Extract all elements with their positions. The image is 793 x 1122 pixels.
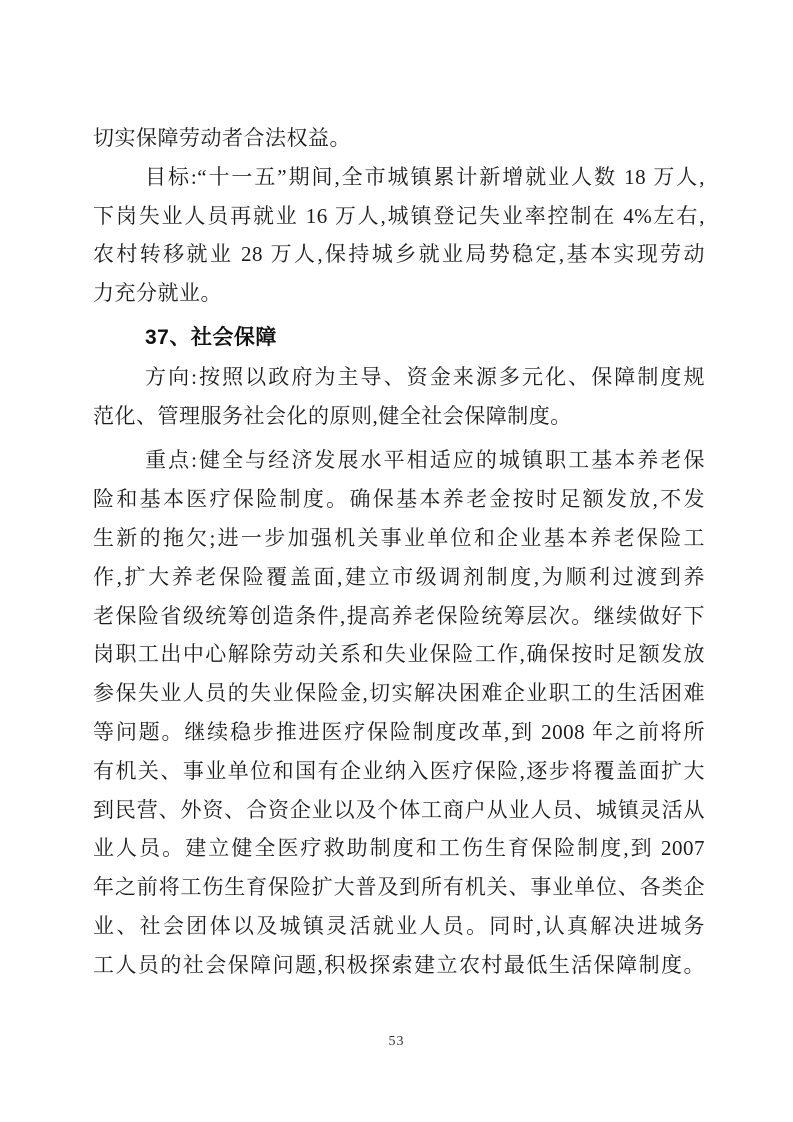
body-text-line: 险和基本医疗保险制度。确保基本养老金按时足额发放,不发 (93, 487, 705, 512)
body-text-line: 有机关、事业单位和国有企业纳入医疗保险,逐步将覆盖面扩大 (93, 758, 705, 783)
body-text-line: 范化、管理服务社会化的原则,健全社会保障制度。 (93, 403, 572, 428)
body-text-line: 重点:健全与经济发展水平相适应的城镇职工基本养老保 (145, 448, 705, 473)
body-text-line: 参保失业人员的失业保险金,切实解决困难企业职工的生活困难 (93, 681, 705, 706)
body-text-line: 等问题。继续稳步推进医疗保险制度改革,到 2008 年之前将所 (93, 719, 705, 744)
body-text-line: 年之前将工伤生育保险扩大普及到所有机关、事业单位、各类企 (93, 875, 705, 900)
body-text-line: 方向:按照以政府为主导、资金来源多元化、保障制度规 (145, 364, 705, 389)
body-text-line: 下岗失业人员再就业 16 万人,城镇登记失业率控制在 4%左右, (93, 203, 705, 228)
body-text-line: 到民营、外资、合资企业以及个体工商户从业人员、城镇灵活从 (93, 797, 705, 822)
body-text-line: 力充分就业。 (93, 281, 222, 306)
body-text-line: 作,扩大养老保险覆盖面,建立市级调剂制度,为顺利过渡到养 (93, 564, 705, 589)
body-text-line: 工人员的社会保障问题,积极探索建立农村最低生活保障制度。 (93, 952, 705, 977)
page-number: 53 (388, 1034, 405, 1049)
body-text-line: 农村转移就业 28 万人,保持城乡就业局势稳定,基本实现劳动 (93, 242, 705, 267)
body-text-line: 目标:“十一五”期间,全市城镇累计新增就业人数 18 万人, (145, 164, 705, 189)
body-text-line: 切实保障劳动者合法权益。 (93, 126, 351, 150)
body-text-line: 业人员。建立健全医疗救助制度和工伤生育保险制度,到 2007 (93, 836, 705, 861)
section-heading: 37、社会保障 (145, 325, 277, 349)
body-text-line: 业、社会团体以及城镇灵活就业人员。同时,认真解决进城务 (93, 913, 705, 938)
text-block (93, 119, 705, 985)
body-text-line: 岗职工出中心解除劳动关系和失业保险工作,确保按时足额发放 (93, 642, 705, 667)
body-text-line: 老保险省级统筹创造条件,提高养老保险统筹层次。继续做好下 (93, 603, 705, 628)
body-text-line: 生新的拖欠;进一步加强机关事业单位和企业基本养老保险工 (93, 525, 705, 550)
